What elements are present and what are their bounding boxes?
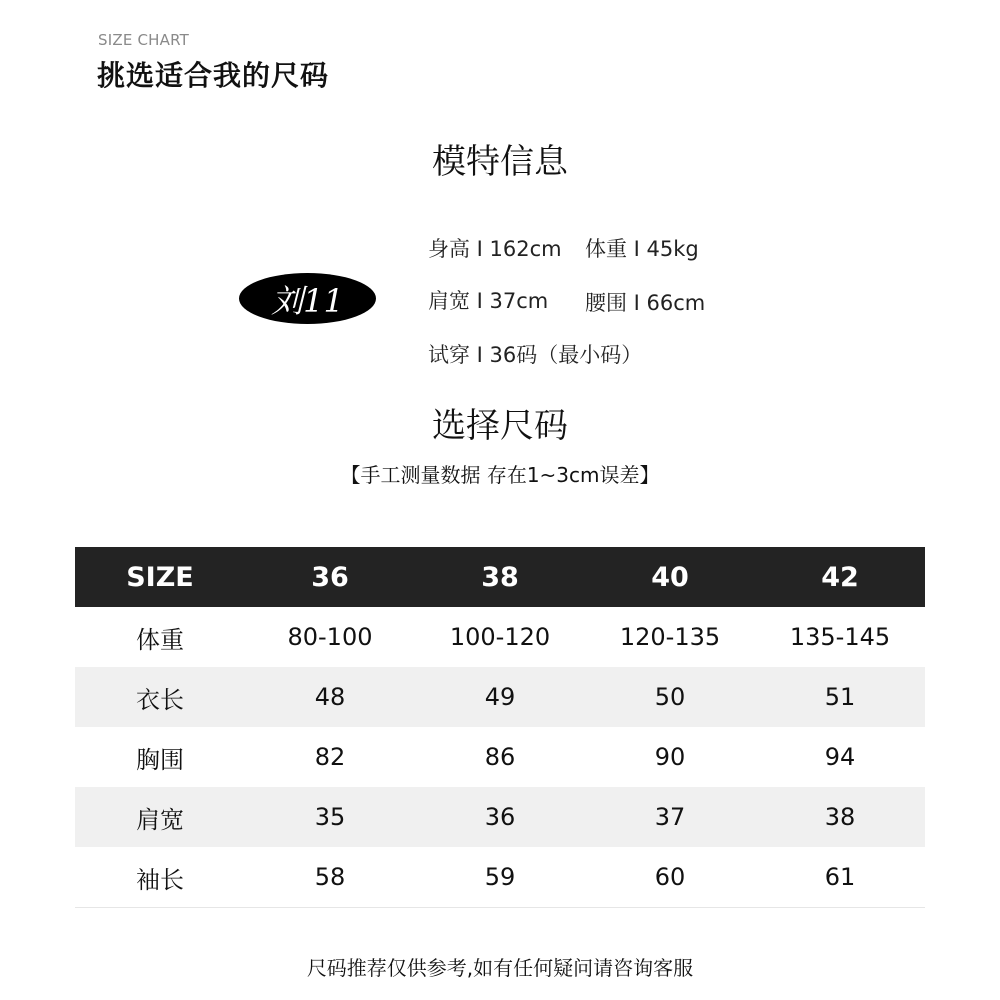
model-name-badge: 刘11 [239,273,376,324]
table-row-label: 胸围 [136,745,184,774]
table-cell: 90 [654,743,686,771]
table-row [75,727,925,787]
table-header-cell: 42 [821,561,859,593]
table-header-cell: 40 [651,561,689,593]
table-cell: 51 [824,683,856,711]
table-cell: 58 [314,863,346,891]
table-header-cell: 38 [481,561,519,593]
eyebrow-label: SIZE CHART [98,31,189,49]
table-cell: 35 [314,803,346,831]
page-title: 挑选适合我的尺码 [97,59,330,92]
table-cell: 36 [484,803,516,831]
table-cell: 82 [314,743,346,771]
model-height: 身高 I 162cm [428,237,562,261]
table-row [75,847,925,908]
table-header-cell: SIZE [126,561,194,593]
model-fit: 试穿 I 36码（最小码） [428,343,643,367]
table-header-cell: 36 [311,561,349,593]
table-cell: 38 [824,803,856,831]
table-cell: 37 [654,803,686,831]
model-weight: 体重 I 45kg [585,237,699,261]
footer-disclaimer: 尺码推荐仅供参考,如有任何疑问请咨询客服 [306,956,694,980]
table-row-label: 体重 [136,625,184,654]
table-row [75,607,925,667]
measurement-note: 【手工测量数据 存在1~3cm误差】 [340,463,660,487]
table-cell: 86 [484,743,516,771]
table-row-label: 袖长 [136,865,184,894]
table-cell: 50 [654,683,686,711]
table-row-label: 衣长 [136,685,184,714]
table-row [75,787,925,847]
table-cell: 120-135 [619,623,721,651]
table-cell: 80-100 [287,623,373,651]
table-cell: 94 [824,743,856,771]
table-cell: 60 [654,863,686,891]
table-row [75,667,925,727]
model-waist: 腰围 I 66cm [585,291,706,315]
table-cell: 49 [484,683,516,711]
table-cell: 59 [484,863,516,891]
table-cell: 100-120 [449,623,551,651]
size-section-title: 选择尺码 [432,406,568,446]
model-shoulder: 肩宽 I 37cm [428,289,549,313]
table-cell: 135-145 [789,623,891,651]
table-cell: 61 [824,863,856,891]
model-section-title: 模特信息 [432,142,568,182]
table-cell: 48 [314,683,346,711]
size-table [75,547,925,908]
table-row-label: 肩宽 [136,805,184,834]
table-header-row [75,547,925,607]
